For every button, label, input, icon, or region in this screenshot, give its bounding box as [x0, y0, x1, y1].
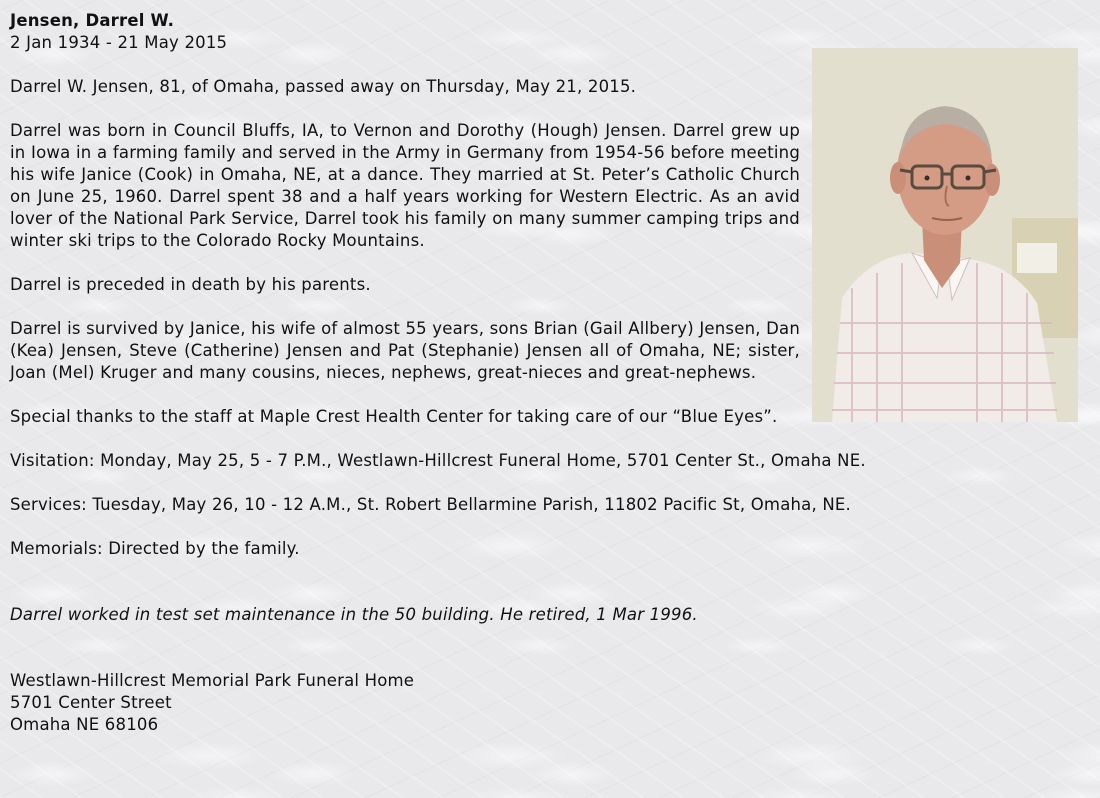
spacer [10, 648, 800, 670]
preceded-paragraph: Darrel is preceded in death by his parents. [10, 275, 371, 294]
obituary-header [10, 10, 800, 54]
portrait-illustration [812, 48, 1078, 422]
survivors-paragraph: Darrel is survived by Janice, his wife of almost 55 years, sons Brian (Gail Allbery) Jensen, Dan (Kea) Jensen, Steve (Catherine) Jensen and Pat (Stephanie) Jensen all of Omaha, NE; sister, Joan (Mel) Kruger and many cousins, nieces, nephews, great-nieces and great-nephews. [10, 319, 800, 382]
deceased-name: Jensen, Darrel W. [10, 11, 175, 30]
death-announcement: Darrel W. Jensen, 81, of Omaha, passed away on Thursday, May 21, 2015. [10, 77, 637, 96]
spacer [10, 582, 800, 604]
obituary-content [10, 10, 866, 758]
address-line-1: Westlawn-Hillcrest Memorial Park Funeral Home [10, 671, 415, 690]
biography-paragraph: Darrel was born in Council Bluffs, IA, to Vernon and Dorothy (Hough) Jensen. Darrel grew up in Iowa in a farming family and served in the Army in Germany from 1954-56 before meeting his wife Janice (Cook) in Omaha, NE, at a dance. They married at St. Peter’s Catholic Church on June 25, 1960. Darrel spent 38 and a half years working for Western Electric. As an avid lover of the National Park Service, Darrel took his family on many summer camping trips and winter ski trips to the Colorado Rocky Mountains. [10, 121, 800, 250]
address-line-2: 5701 Center Street [10, 693, 172, 712]
funeral-home-address [10, 670, 800, 736]
address-line-3: Omaha NE 68106 [10, 715, 159, 734]
thanks-paragraph: Special thanks to the staff at Maple Crest Health Center for taking care of our “Blue Eyes”. [10, 407, 778, 426]
memorials-info: Memorials: Directed by the family. [10, 539, 300, 558]
work-note: Darrel worked in test set maintenance in the 50 building. He retired, 1 Mar 1996. [10, 605, 698, 624]
portrait-photo [812, 48, 1078, 422]
visitation-info: Visitation: Monday, May 25, 5 - 7 P.M., Westlawn-Hillcrest Funeral Home, 5701 Center St., Omaha NE. [10, 451, 866, 470]
life-dates: 2 Jan 1934 - 21 May 2015 [10, 33, 228, 52]
services-info: Services: Tuesday, May 26, 10 - 12 A.M., St. Robert Bellarmine Parish, 11802 Pacific St, Omaha, NE. [10, 495, 851, 514]
